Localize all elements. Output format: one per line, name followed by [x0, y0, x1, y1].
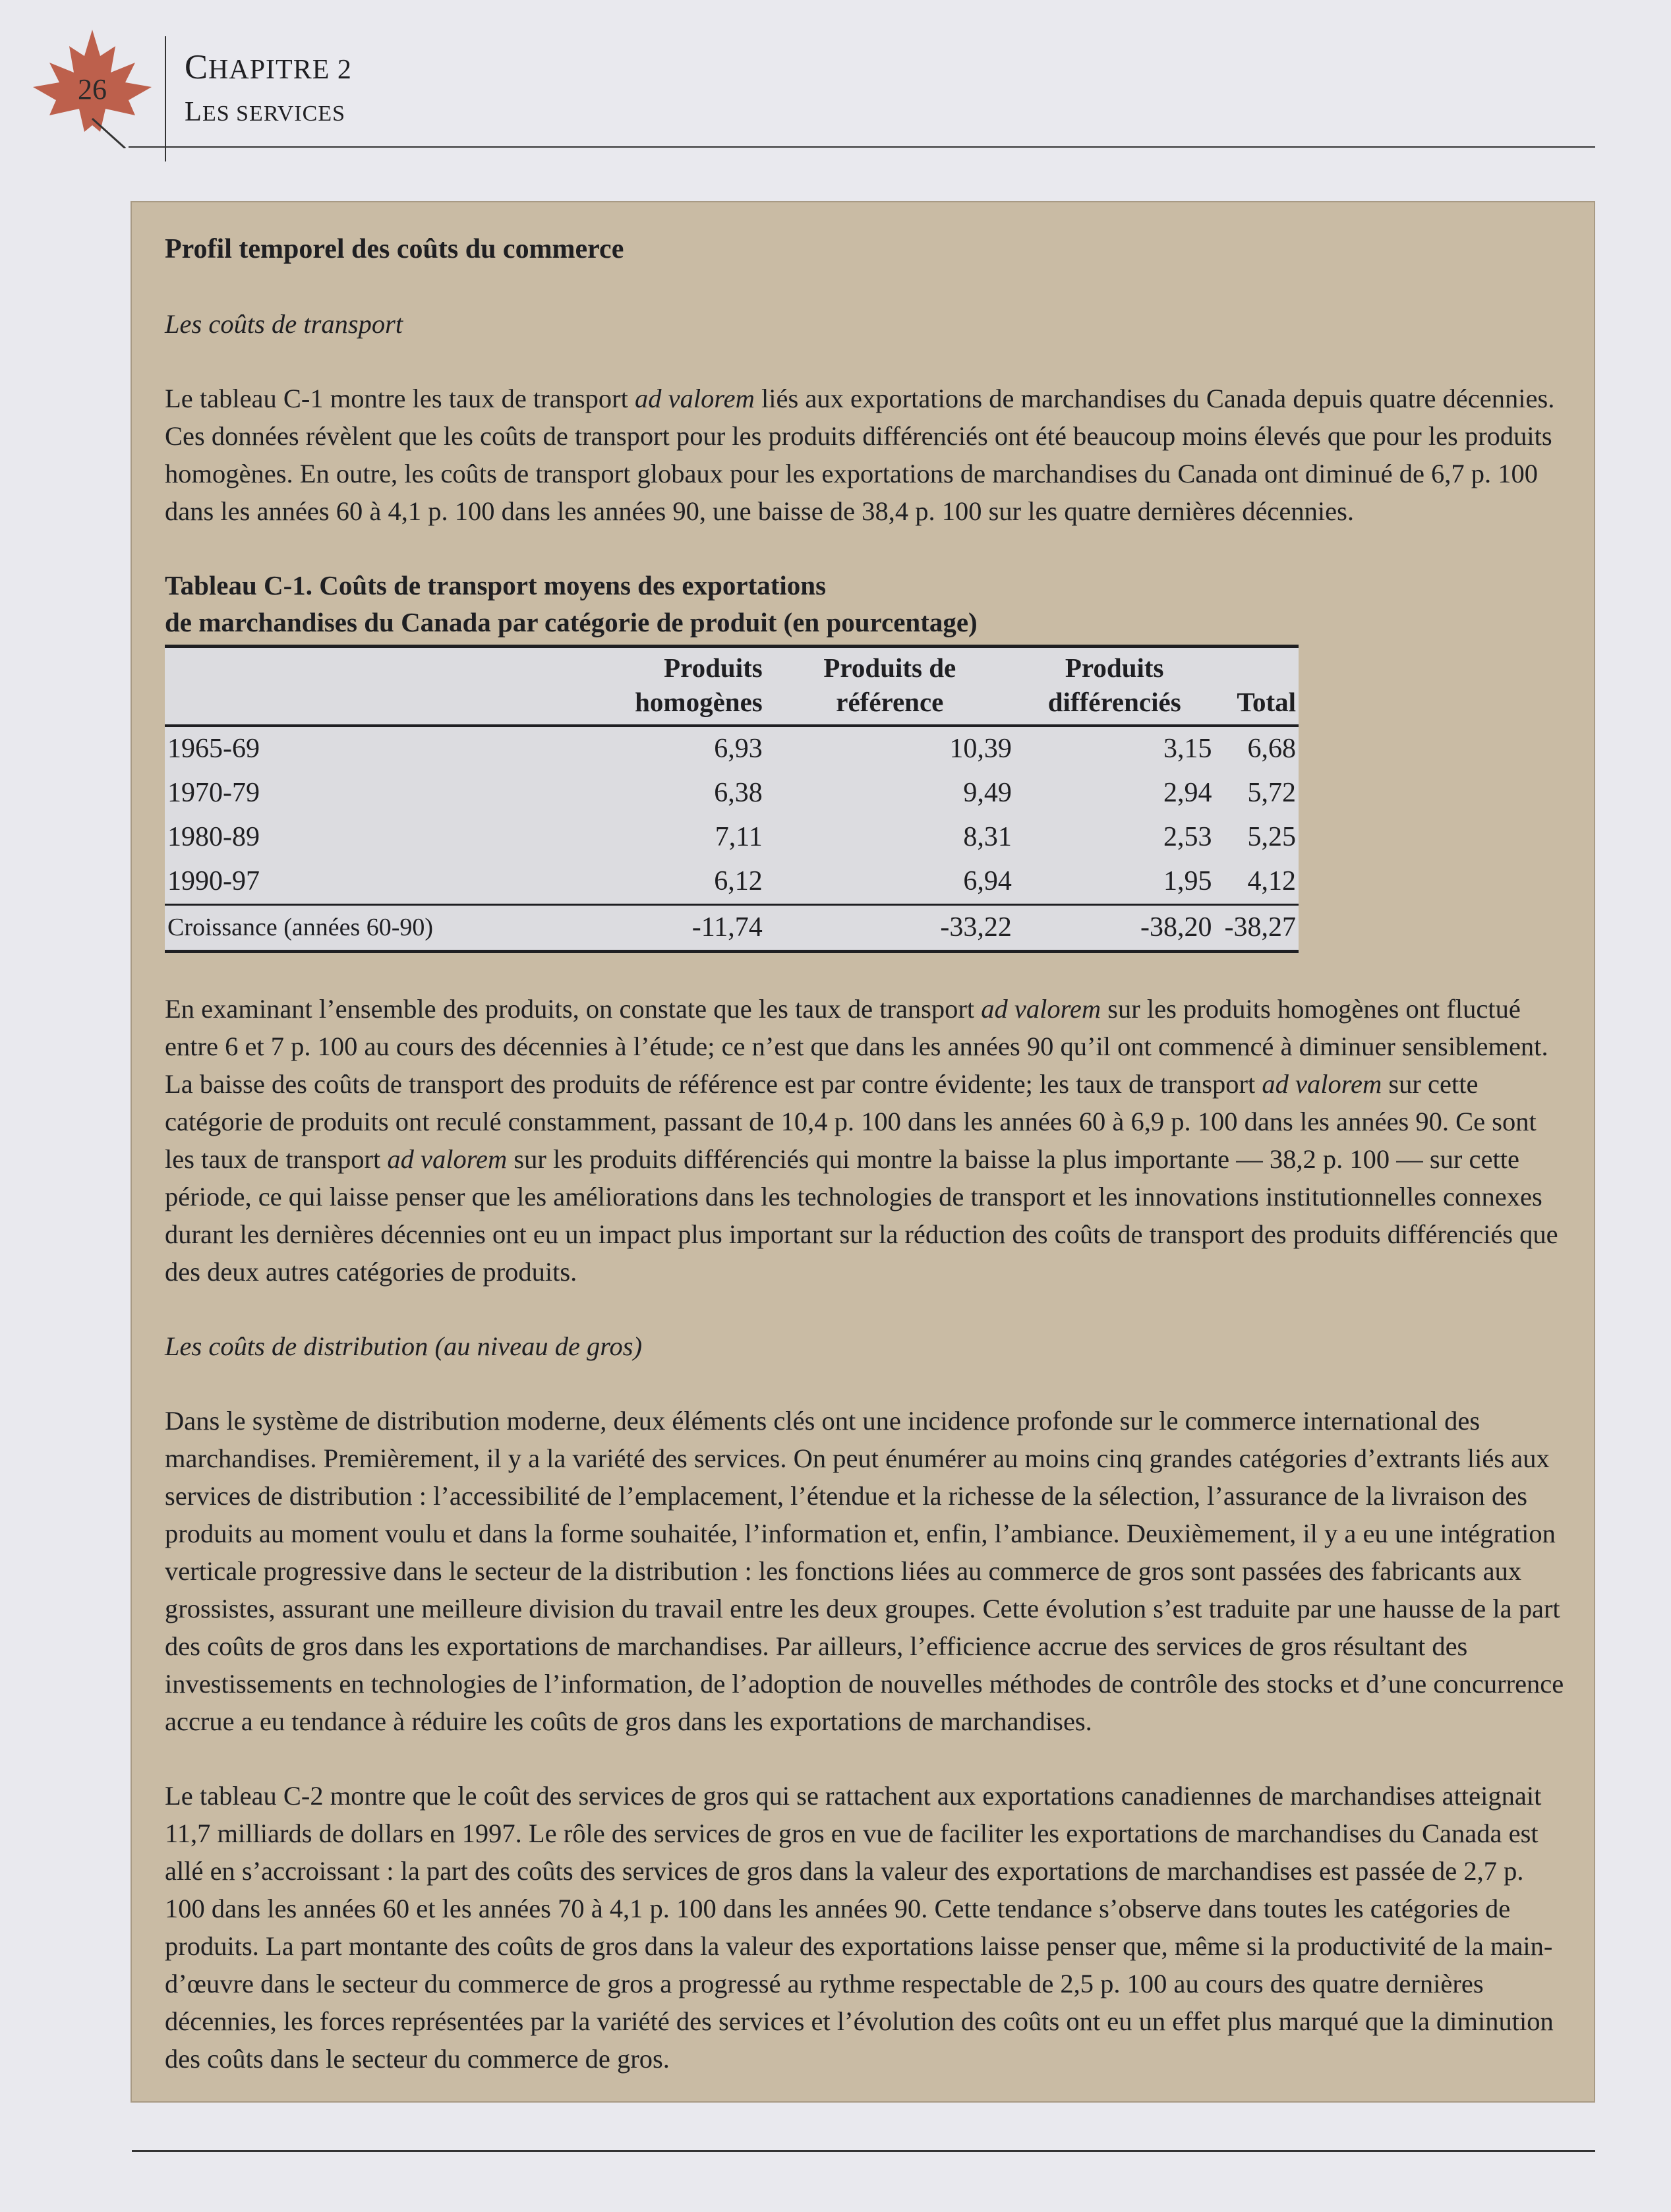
header-vertical-rule — [165, 36, 166, 161]
cell-value: -11,74 — [566, 905, 765, 950]
paragraph-analysis — [165, 990, 1569, 1291]
italic-run: ad valorem — [1262, 1069, 1382, 1099]
row-label: 1980-89 — [167, 822, 260, 852]
table-row — [165, 815, 1299, 859]
text-run: En examinant l’ensemble des produits, on constate que les taux de transport — [165, 994, 982, 1024]
table-row — [165, 859, 1299, 905]
table-row — [165, 726, 1299, 771]
table-caption-line: de marchandises du Canada par catégorie de produit (en pourcentage) — [165, 607, 978, 637]
paragraph-transport — [165, 380, 1569, 530]
paragraph-wholesale: Le tableau C-2 montre que le coût des services de gros qui se rattachent aux exportations canadiennes de marchandises atteignait 11,7 milliards de dollars en 1997. Le rôle des services de gros en vue de faciliter les exportations de marchandises du Canada est allé en s’accroissant : la part des coûts des services de gros dans la valeur des exportations de marchandises est passée de 2,7 p. 100 dans les années 60 et les années 70 à 4,1 p. 100 dans les années 90. Cette tendance s’observe dans toutes les catégories de produits. La part montante des coûts de gros dans la valeur des exportations laisse penser que, même si la productivité de la main-d’œuvre dans le secteur du commerce de gros a progressé au rythme respectable de 2,5 p. 100 au cours des quatre dernières décennies, les forces représentées par la variété des services et l’évolution des coûts ont eu un effet plus marqué que la diminution des coûts dans le secteur du commerce de gros. — [165, 1781, 1554, 2074]
cell-value: -33,22 — [765, 905, 1014, 950]
row-label: 1965-69 — [167, 734, 260, 764]
table-row — [165, 771, 1299, 815]
chapter-title — [185, 47, 352, 87]
table-header-homogeneous: Produits homogènes — [566, 648, 765, 726]
table-caption — [165, 567, 1569, 641]
row-label: 1990-97 — [167, 866, 260, 896]
italic-run: ad valorem — [981, 994, 1101, 1024]
cell-value: 4,12 — [1247, 866, 1296, 896]
paragraph-distribution: Dans le système de distribution moderne, deux éléments clés ont une incidence profonde sur le commerce international des marchandises. Premièrement, il y a la variété des services. On peut énumérer au moins cinq grandes catégories d’extrants liés aux services de distribution : l’accessibilité de l’emplacement, l’étendue et la richesse de la sélection, l’assurance de la livraison des produits au moment voulu et dans la forme souhaitée, l’information et, enfin, l’ambiance. Deuxièmement, il y a eu une intégration verticale progressive dans le secteur de la distribution : les fonctions liées au commerce de gros sont passées des fabricants aux grossistes, assurant une meilleure division du travail entre les deux groupes. Cette évolution s’est traduite par une hausse de la part des coûts de gros dans les exportations de marchandises. Par ailleurs, l’efficience accrue des services de gros résultant des investissements en technologies de l’information, de l’adoption de nouvelles méthodes de contrôle des stocks et d’une concurrence accrue a eu tendance à réduire les coûts de gros dans les exportations de marchandises. — [165, 1406, 1564, 1736]
page-number: 26 — [78, 73, 107, 105]
table-header-empty — [165, 648, 566, 726]
subhead-transport: Les coûts de transport — [165, 309, 403, 339]
table-caption-line: Tableau C-1. Coûts de transport moyens des exportations — [165, 570, 827, 600]
box-title: Profil temporel des coûts du commerce — [165, 234, 624, 264]
maple-leaf-logo — [26, 26, 158, 148]
cell-value: 6,93 — [714, 734, 763, 764]
cell-value: 6,38 — [714, 778, 763, 808]
row-label: 1970-79 — [167, 778, 260, 808]
table-row-growth — [165, 905, 1299, 950]
table-header-row — [165, 648, 1299, 726]
table-header-total: Total — [1214, 648, 1299, 726]
cell-value: 5,72 — [1247, 778, 1296, 808]
subhead-distribution: Les coûts de distribution (au niveau de gros) — [165, 1331, 643, 1361]
cell-value: 2,94 — [1163, 778, 1212, 808]
cell-value: 5,25 — [1247, 822, 1296, 852]
cell-value: -38,20 — [1014, 905, 1215, 950]
table-header-reference: Produits de référence — [765, 648, 1014, 726]
cell-value: 9,49 — [963, 778, 1012, 808]
italic-run: ad valorem — [387, 1144, 508, 1174]
italic-run: ad valorem — [635, 384, 755, 413]
cell-value: -38,27 — [1214, 905, 1299, 950]
cell-value: 6,12 — [714, 866, 763, 896]
cell-value: 10,39 — [949, 734, 1012, 764]
cell-value: 7,11 — [715, 822, 763, 852]
cell-value: 8,31 — [963, 822, 1012, 852]
text-run: Le tableau C-1 montre les taux de transport — [165, 384, 635, 413]
text-run: sur les produits différenciés qui montre la baisse la plus importante — 38,2 p. 100 — sur cette période, ce qui laisse penser que les améliorations dans les technologies de transport et les innovations institutionnelles connexes durant les dernières décennies ont eu un impact plus important sur la réduction des coûts de transport des produits différenciés que des deux autres catégories de produits. — [165, 1144, 1558, 1287]
section-title — [185, 96, 345, 128]
row-label: Croissance (années 60-90) — [165, 905, 566, 950]
cell-value: 1,95 — [1163, 866, 1212, 896]
cell-value: 3,15 — [1163, 734, 1212, 764]
text-run: liés aux exportations de marchandises du Canada depuis quatre décennies. Ces données révèlent que les coûts de transport pour les produits différenciés ont été beaucoup moins élevés que pour les produits homogènes. En outre, les coûts de transport globaux pour les exportations de marchandises du Canada ont diminué de 6,7 p. 100 dans les années 60 à 4,1 p. 100 dans les années 90, une baisse de 38,4 p. 100 sur les quatre dernières décennies. — [165, 384, 1555, 526]
chapter-title-rest: HAPITRE 2 — [208, 55, 352, 85]
table-c1 — [165, 645, 1299, 953]
header-rule — [129, 146, 1595, 148]
text-run: sur les produits homogènes ont fluctué entre 6 et 7 p. 100 au cours des décennies à l’étude; ce n’est que dans les années 90 qu’il ont commencé à diminuer sensiblement. La baisse des coûts de transport des produits de référence est par contre évidente; les taux de transport — [165, 994, 1548, 1099]
table-header-differentiated: Produits différenciés — [1014, 648, 1215, 726]
section-title-cap: L — [185, 96, 202, 127]
box-content — [165, 224, 1569, 2114]
cell-value: 6,94 — [963, 866, 1012, 896]
cell-value: 6,68 — [1247, 734, 1296, 764]
section-title-rest: ES SERVICES — [202, 102, 346, 126]
chapter-title-cap: C — [185, 48, 209, 86]
footer-rule — [132, 2150, 1595, 2152]
cell-value: 2,53 — [1163, 822, 1212, 852]
text-run: sur cette catégorie de produits ont reculé constamment, passant de 10,4 p. 100 dans les années 60 à 6,9 p. 100 dans les années 90. Ce sont les taux de transport — [165, 1069, 1537, 1174]
